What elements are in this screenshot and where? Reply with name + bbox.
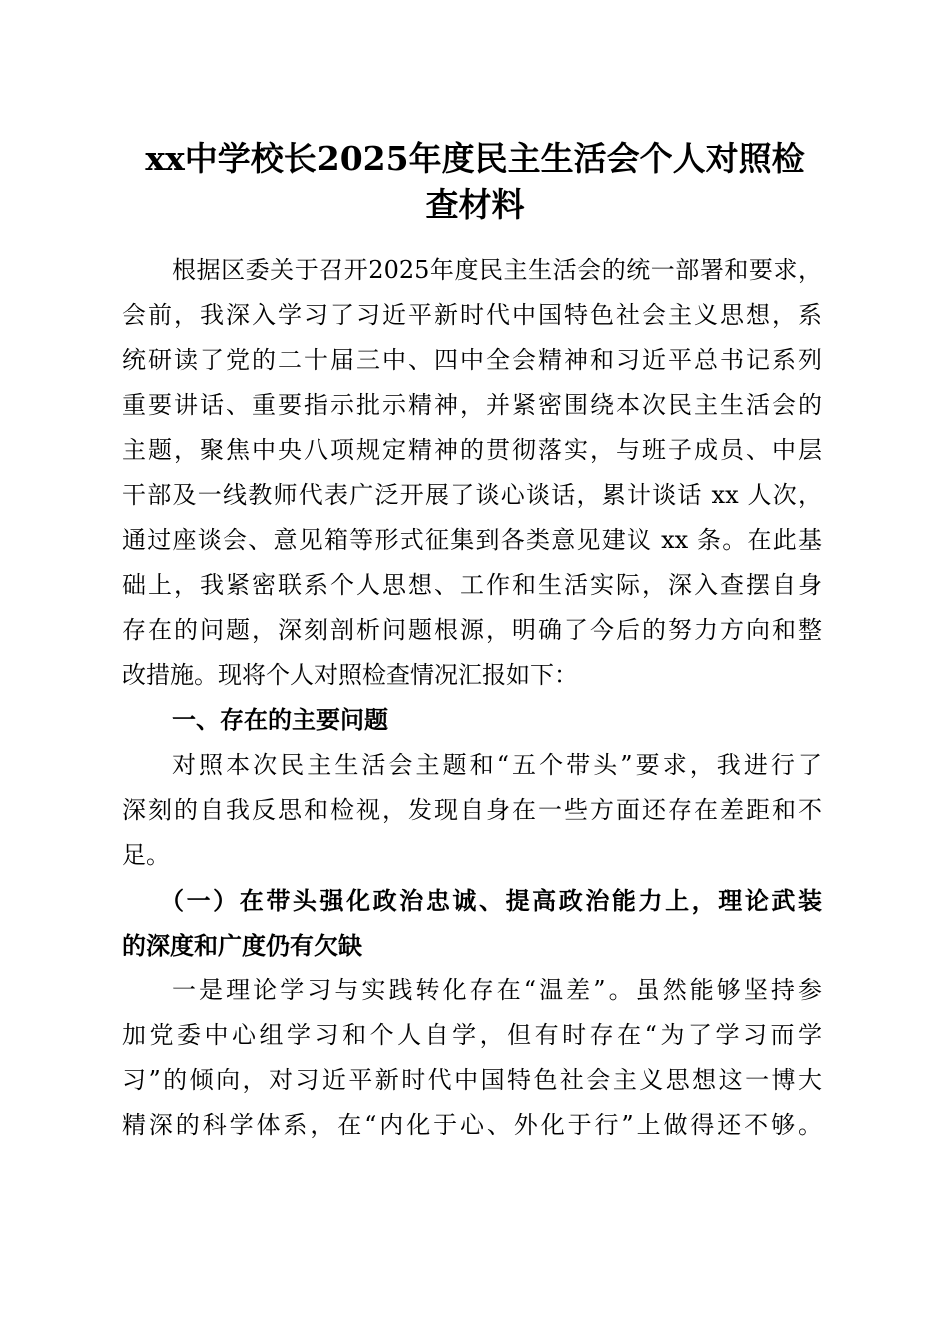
document-title bbox=[100, 136, 850, 228]
section-heading: 一、存在的主要问题 bbox=[172, 706, 388, 734]
paragraph-line: 精深的科学体系，在“内化于心、外化于行”上做得还不够。 bbox=[122, 1111, 822, 1139]
subsection-heading: （一）在带头强化政治忠诚、提高政治能力上，理论武装 bbox=[160, 886, 822, 915]
paragraph-line: 足。 bbox=[122, 841, 170, 869]
paragraph-line: 主题，聚焦中央八项规定精神的贯彻落实，与班子成员、中层 bbox=[122, 436, 822, 464]
paragraph-line: 加党委中心组学习和个人自学，但有时存在“为了学习而学 bbox=[122, 1021, 822, 1049]
subsection-heading: 的深度和广度仍有欠缺 bbox=[122, 931, 362, 960]
paragraph-line: 统研读了党的二十届三中、四中全会精神和习近平总书记系列 bbox=[122, 346, 822, 374]
paragraph-line: 础上，我紧密联系个人思想、工作和生活实际，深入查摆自身 bbox=[122, 571, 822, 599]
title-line: xx中学校长2025年度民主生活会个人对照检 bbox=[145, 139, 805, 178]
document-body bbox=[122, 248, 822, 1148]
paragraph-line: 会前，我深入学习了习近平新时代中国特色社会主义思想，系 bbox=[122, 301, 822, 329]
paragraph-line: 重要讲话、重要指示批示精神，并紧密围绕本次民主生活会的 bbox=[122, 391, 822, 419]
title-line: 查材料 bbox=[425, 185, 525, 224]
paragraph-line: 干部及一线教师代表广泛开展了谈心谈话，累计谈话 xx 人次， bbox=[122, 481, 822, 509]
paragraph-line: 对照本次民主生活会主题和“五个带头”要求，我进行了 bbox=[172, 751, 822, 779]
paragraph-line: 存在的问题，深刻剖析问题根源，明确了今后的努力方向和整 bbox=[122, 616, 822, 644]
paragraph-line: 一是理论学习与实践转化存在“温差”。虽然能够坚持参 bbox=[172, 976, 822, 1004]
paragraph-line: 习”的倾向，对习近平新时代中国特色社会主义思想这一博大 bbox=[122, 1066, 822, 1094]
paragraph-line: 根据区委关于召开2025年度民主生活会的统一部署和要求， bbox=[172, 256, 822, 284]
paragraph-line: 深刻的自我反思和检视，发现自身在一些方面还存在差距和不 bbox=[122, 796, 822, 824]
paragraph-line: 改措施。现将个人对照检查情况汇报如下： bbox=[122, 661, 578, 689]
paragraph-line: 通过座谈会、意见箱等形式征集到各类意见建议 xx 条。在此基 bbox=[122, 526, 822, 554]
